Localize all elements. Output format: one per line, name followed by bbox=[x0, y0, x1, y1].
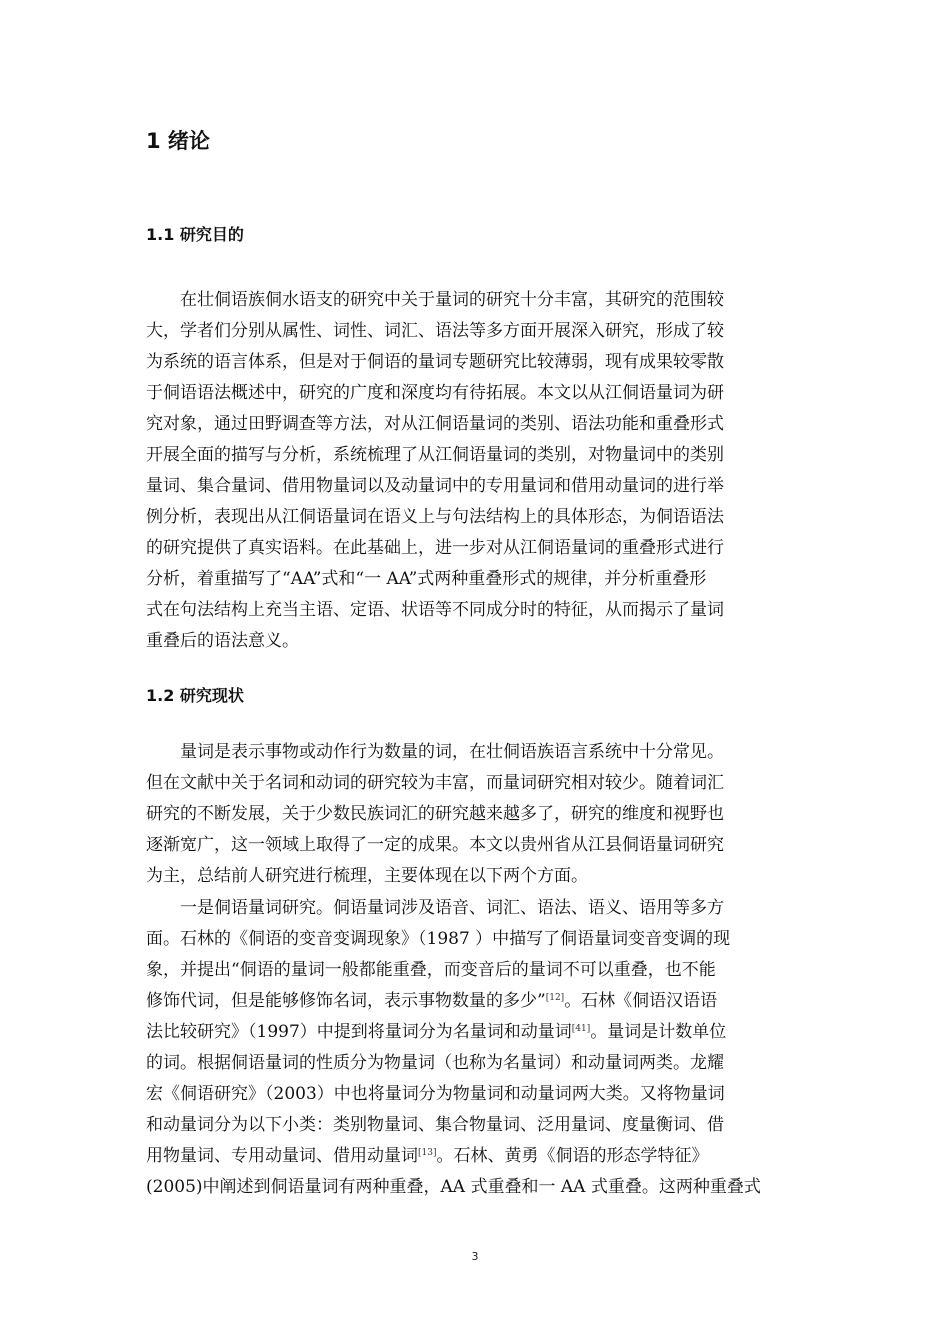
text-line: 为主，总结前人研究进行梳理，主要体现在以下两个方面。 bbox=[146, 866, 588, 886]
text-line: 逐渐宽广，这一领域上取得了一定的成果。本文以贵州省从江县侗语量词研究 bbox=[146, 835, 724, 855]
text-line: 宏《侗语研究》（2003）中也将量词分为物量词和动量词两大类。又将物量词 bbox=[146, 1084, 725, 1104]
citation-ref-12[interactable]: [12] bbox=[545, 993, 565, 1003]
text-line: 和动量词分为以下小类：类别物量词、集合物量词、泛用量词、度量衡词、借 bbox=[146, 1115, 724, 1135]
text-line: 分析，着重描写了“AA”式和“一 AA”式两种重叠形式的规律，并分析重叠形 bbox=[146, 569, 707, 589]
text-line: 量词是表示事物或动作行为数量的词，在壮侗语族语言系统中十分常见。 bbox=[180, 742, 724, 762]
paragraph-research-purpose bbox=[146, 285, 806, 657]
text-line: 于侗语语法概述中，研究的广度和深度均有待拓展。本文以从江侗语量词为研 bbox=[146, 383, 724, 403]
text-line: 重叠后的语法意义。 bbox=[146, 631, 299, 651]
text-line: 面。石林的《侗语的变音变调现象》（1987 ）中描写了侗语量词变音变调的现 bbox=[146, 929, 731, 949]
text-line: 象，并提出“侗语的量词一般都能重叠，而变音后的量词不可以重叠，也不能 bbox=[146, 960, 716, 980]
text-line: 大，学者们分别从属性、词性、词汇、语法等多方面开展深入研究，形成了较 bbox=[146, 321, 724, 341]
text-line: 例分析，表现出从江侗语量词在语义上与句法结构上的具体形态，为侗语语法 bbox=[146, 507, 724, 527]
section-heading-purpose: 1.1 研究目的 bbox=[146, 225, 244, 244]
chapter-heading: 1 绪论 bbox=[146, 129, 210, 153]
text-line: (2005)中阐述到侗语量词有两种重叠，AA 式重叠和一 AA 式重叠。这两种重叠式 bbox=[146, 1177, 761, 1197]
citation-ref-41[interactable]: [41] bbox=[571, 1024, 591, 1034]
text-line: 量词、集合量词、借用物量词以及动量词中的专用量词和借用动量词的进行举 bbox=[146, 476, 724, 496]
section-heading-status: 1.2 研究现状 bbox=[146, 686, 244, 705]
text-line: 研究的不断发展，关于少数民族词汇的研究越来越多了，研究的维度和视野也 bbox=[146, 804, 724, 824]
text-line: 为系统的语言体系，但是对于侗语的量词专题研究比较薄弱，现有成果较零散 bbox=[146, 352, 724, 372]
text-line: 式在句法结构上充当主语、定语、状语等不同成分时的特征，从而揭示了量词 bbox=[146, 600, 724, 620]
text-line: 的词。根据侗语量词的性质分为物量词（也称为名量词）和动量词两类。龙耀 bbox=[146, 1053, 724, 1073]
citation-ref-13[interactable]: [13] bbox=[418, 1148, 437, 1158]
text-line: 一是侗语量词研究。侗语量词涉及语音、词汇、语法、语义、语用等多方 bbox=[180, 898, 724, 918]
text-line: 在壮侗语族侗水语支的研究中关于量词的研究十分丰富，其研究的范围较 bbox=[180, 290, 724, 310]
paragraph-status-classifier-research bbox=[146, 893, 806, 1203]
text-line: 开展全面的描写与分析，系统梳理了从江侗语量词的类别，对物量词中的类别 bbox=[146, 445, 724, 465]
text-line: 但在文献中关于名词和动词的研究较为丰富，而量词研究相对较少。随着词汇 bbox=[146, 773, 724, 793]
text-line: 法比较研究》（1997）中提到将量词分为名量词和动量词[41]。量词是计数单位 bbox=[146, 1022, 727, 1042]
page-number: 3 bbox=[471, 1250, 479, 1263]
text-line: 究对象，通过田野调查等方法，对从江侗语量词的类别、语法功能和重叠形式 bbox=[146, 414, 724, 434]
text-line: 修饰代词，但是能够修饰名词，表示事物数量的多少”[12]。石林《侗语汉语语 bbox=[146, 991, 718, 1011]
text-line: 的研究提供了真实语料。在此基础上，进一步对从江侗语量词的重叠形式进行 bbox=[146, 538, 724, 558]
paragraph-status-intro bbox=[146, 737, 806, 892]
text-line: 用物量词、专用动量词、借用动量词[13]。石林、黄勇《侗语的形态学特征》 bbox=[146, 1146, 709, 1166]
